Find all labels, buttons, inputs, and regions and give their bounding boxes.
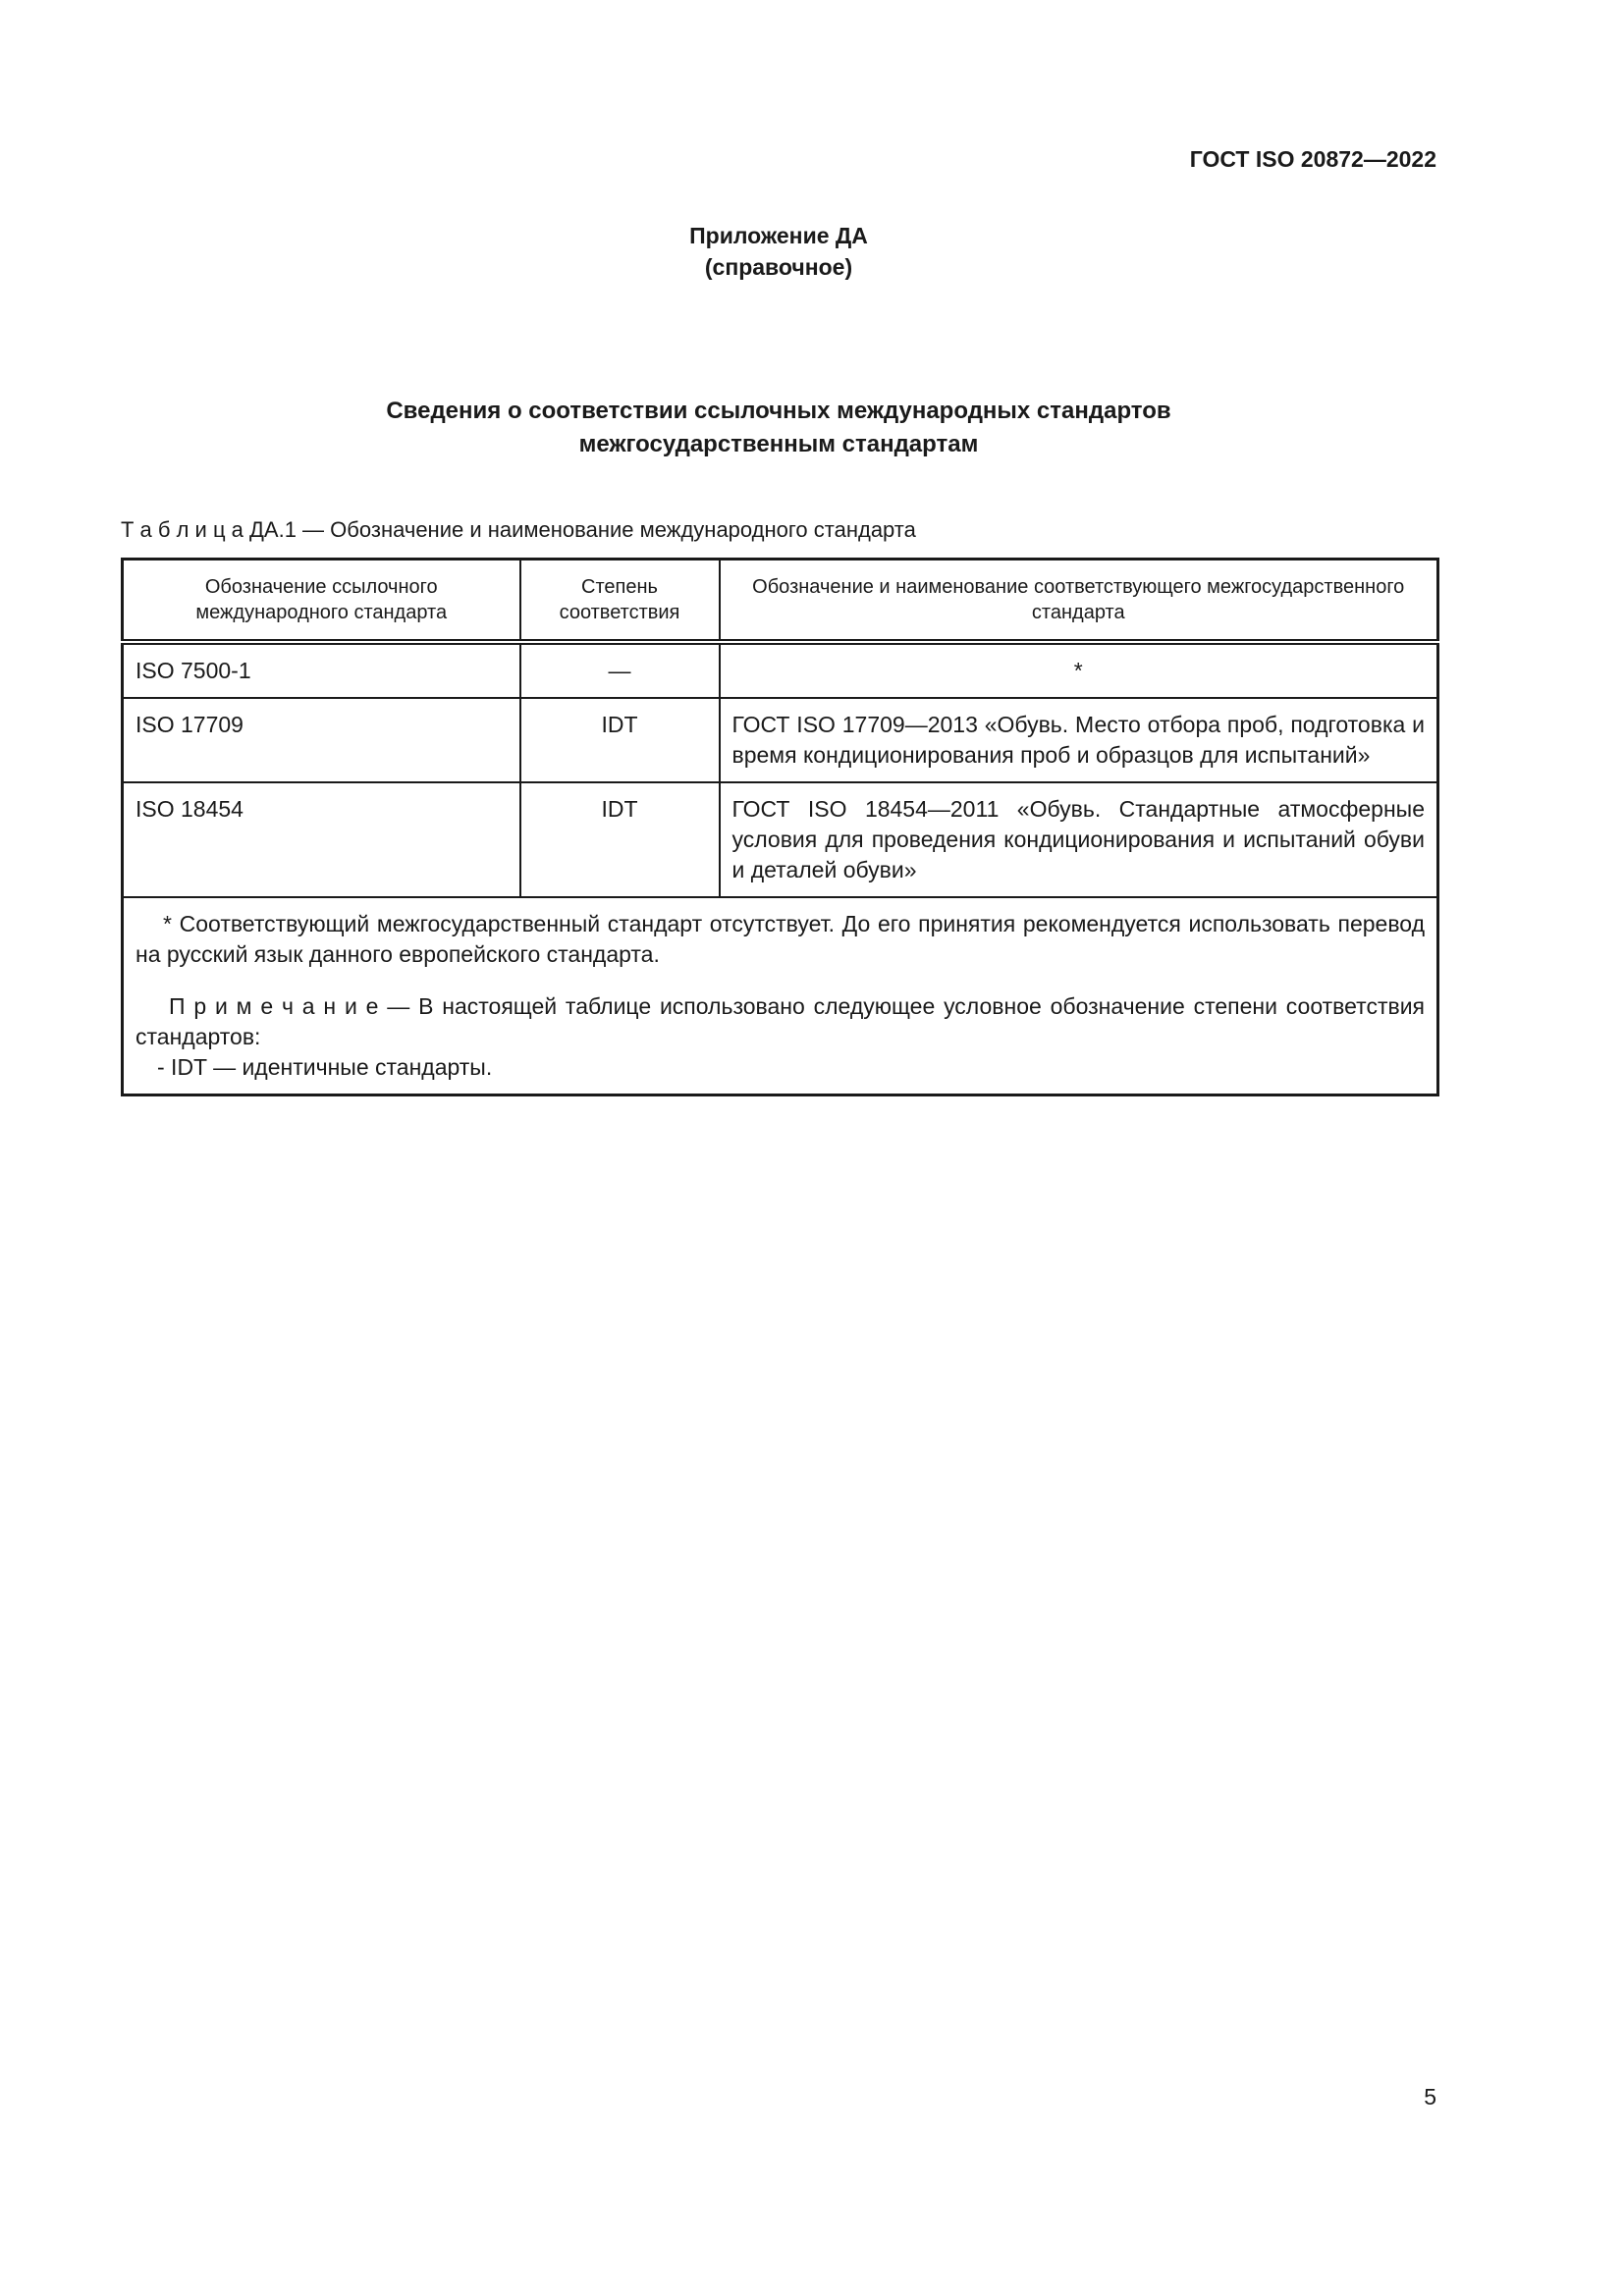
table-header-row [123,560,1438,643]
table-row [123,642,1438,698]
note-text: — В настоящей таблице использовано следующее условное обозначение степени соответствия стандартов: [135,993,1425,1049]
cell-interstate: * [720,642,1438,698]
header-cell-reference-standard: Обозначение ссылочного международного стандарта [123,560,520,643]
cell-interstate: ГОСТ ISO 18454—2011 «Обувь. Стандартные атмосферные условия для проведения кондиционирования и испытаний обуви и деталей обуви» [720,782,1438,897]
cell-reference: ISO 18454 [123,782,520,897]
table-header [123,560,1438,643]
note-item: - IDT — идентичные стандарты. [157,1054,493,1080]
table-body [123,642,1438,1095]
table-row [123,782,1438,897]
correspondence-table [121,558,1439,1096]
cell-degree: IDT [520,698,720,782]
table-footer-row [123,897,1438,1095]
annex-subtitle: (справочное) [704,254,853,280]
document-content [121,0,1436,1096]
cell-reference: ISO 7500-1 [123,642,520,698]
table-note-cell [123,897,1438,1095]
note-label: П р и м е ч а н и е [169,993,379,1019]
cell-interstate: ГОСТ ISO 17709—2013 «Обувь. Место отбора проб, подготовка и время кондиционирования проб и образцов для испытаний» [720,698,1438,782]
table-row [123,698,1438,782]
section-title-line1: Сведения о соответствии ссылочных международных стандартов [386,398,1171,424]
table-caption: Т а б л и ц а ДА.1 — Обозначение и наименование международного стандарта [121,517,916,542]
annex-title: Приложение ДА [689,223,868,248]
header-cell-interstate-standard: Обозначение и наименование соответствующего межгосударственного стандарта [720,560,1438,643]
table-note [135,991,1425,1052]
cell-degree: IDT [520,782,720,897]
section-title [121,395,1436,461]
cell-degree: — [520,642,720,698]
page-number: 5 [1424,2084,1436,2109]
table-footnote: * Соответствующий межгосударственный стандарт отсутствует. До его принятия рекомендуется использовать перевод на русский язык данного европейского стандарта. [135,911,1425,967]
header-cell-degree: Степень соответствия [520,560,720,643]
section-title-line2: межгосударственным стандартам [578,431,979,457]
doc-reference: ГОСТ ISO 20872—2022 [1189,146,1436,172]
cell-reference: ISO 17709 [123,698,520,782]
